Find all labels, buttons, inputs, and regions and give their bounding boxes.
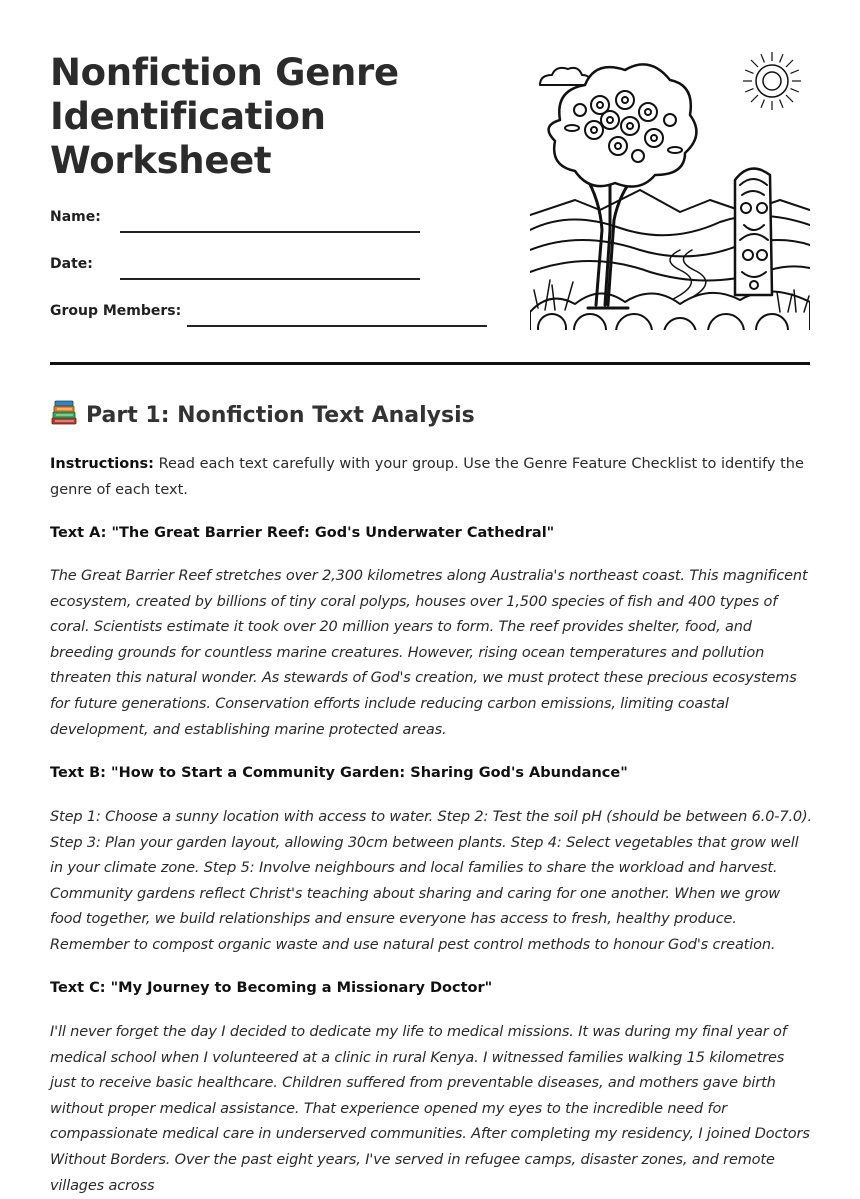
- part1-title: [50, 400, 475, 428]
- text-b-body: Step 1: Choose a sunny location with access to water. Step 2: Test the soil pH (should be between 6.0-7.0). Step 3: Plan your garden layout, allowing 30cm between plants. Step 4: Select vegetables that grow well in your climate zone. Step 5: Involve neighbours and local families to share the workload and harvest. Community gardens reflect Christ's teaching about sharing and caring for one another. When we grow food together, we build relationships and ensure everyone has access to fresh, healthy produce. Remember to compost organic waste and use natural pest control methods to honour God's creation.: [50, 809, 812, 953]
- text-a-body: The Great Barrier Reef stretches over 2,300 kilometres along Australia's northeast coast. This magnificent ecosystem, created by billions of tiny coral polyps, houses over 1,500 species of fish and 400 types of coral. Scientists estimate it took over 20 million years to form. The reef provides shelter, food, and breeding grounds for countless marine creatures. However, rising ocean temperatures and pollution threaten this natural wonder. As stewards of God's creation, we must protect these precious ecosystems for future generations. Conservation efforts include reducing carbon emissions, limiting coastal development, and establishing marine protected areas.: [50, 568, 808, 738]
- header-divider: [50, 362, 810, 365]
- group-members-field[interactable]: [187, 325, 487, 327]
- text-a-heading: Text A: "The Great Barrier Reef: God's Underwater Cathedral": [50, 525, 555, 541]
- books-icon: [50, 400, 78, 426]
- group-members-label: Group Members:: [50, 303, 182, 319]
- worksheet-header: [50, 0, 810, 365]
- landscape-illustration: [530, 50, 810, 330]
- part1-title-text: Part 1: Nonfiction Text Analysis: [86, 403, 475, 428]
- date-label: Date:: [50, 256, 93, 272]
- instructions: [50, 451, 810, 503]
- text-b-heading: Text B: "How to Start a Community Garden: Sharing God's Abundance": [50, 765, 628, 781]
- instructions-text: Read each text carefully with your group. Use the Genre Feature Checklist to identify the genre of each text.: [50, 456, 804, 498]
- instructions-label: Instructions:: [50, 456, 154, 472]
- name-field[interactable]: [120, 231, 420, 233]
- text-c-heading: Text C: "My Journey to Becoming a Missionary Doctor": [50, 980, 493, 996]
- text-c-body: I'll never forget the day I decided to dedicate my life to medical missions. It was during my final year of medical school when I volunteered at a clinic in rural Kenya. I witnessed families walking 15 kilometres just to receive basic healthcare. Children suffered from preventable diseases, and mothers gave birth without proper medical assistance. That experience opened my eyes to the incredible need for compassionate medical care in underserved communities. After completing my residency, I joined Doctors Without Borders. Over the past eight years, I've served in refugee camps, disaster zones, and remote villages across: [50, 1024, 810, 1194]
- date-field[interactable]: [120, 278, 420, 280]
- page-title: Nonfiction Genre Identification Worksheet: [50, 51, 399, 182]
- worksheet-page: [50, 0, 812, 1194]
- name-label: Name:: [50, 209, 101, 225]
